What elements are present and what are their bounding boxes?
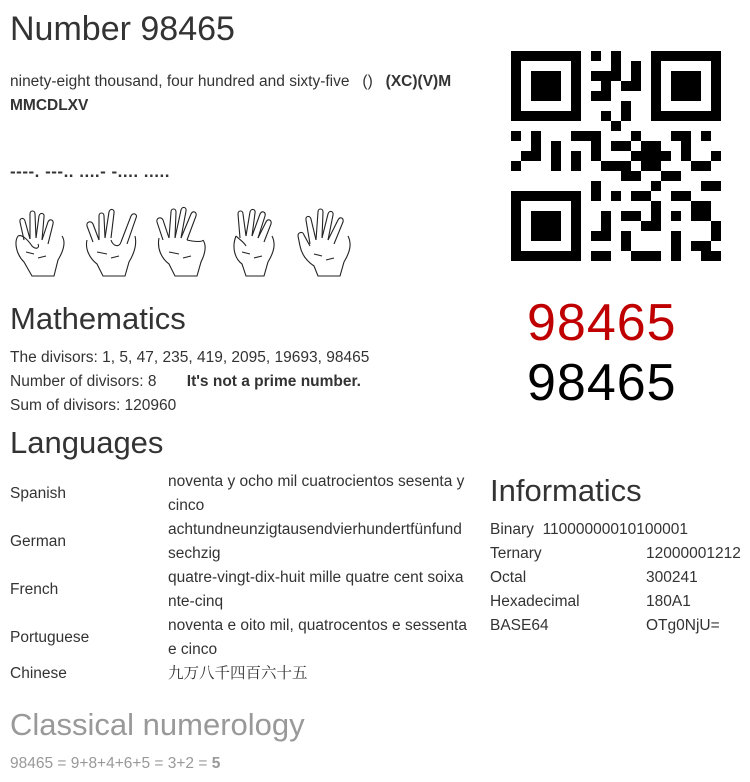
sign-language-row xyxy=(10,206,363,282)
language-row-chinese xyxy=(10,662,468,686)
page-title: Number 98465 xyxy=(10,10,235,48)
info-key: BASE64 xyxy=(490,617,549,634)
prime-note: It's not a prime number. xyxy=(186,373,361,390)
divisor-count-line xyxy=(10,370,480,394)
language-text: noventa e oito mil, quatrocentos e sessenta e cinco xyxy=(168,617,467,658)
info-value: 180A1 xyxy=(646,593,691,610)
hand-6-icon xyxy=(224,206,282,278)
language-name: Chinese xyxy=(10,665,67,682)
informatics-table xyxy=(490,518,741,638)
qr-code xyxy=(511,51,721,261)
language-row-spanish xyxy=(10,470,468,518)
language-text: quatre-vingt-dix-huit mille quatre cent soixante-cinq xyxy=(168,569,464,610)
language-text: achtundneunzigtausendvierhundertfünfundsechzig xyxy=(168,521,462,562)
languages-table xyxy=(10,470,468,686)
divisor-count: Number of divisors: 8 xyxy=(10,373,157,390)
language-name: German xyxy=(10,533,66,550)
number-words xyxy=(10,70,480,118)
numerology-formula-line xyxy=(10,755,220,773)
informatics-row-ternary xyxy=(490,542,741,566)
informatics-heading: Informatics xyxy=(490,473,642,508)
hand-4-icon xyxy=(153,206,211,278)
roman-numeral: (XC)(V)M MMCDLXV xyxy=(10,73,452,114)
language-name: Portuguese xyxy=(10,629,90,646)
number-display-black: 98465 xyxy=(527,354,677,412)
informatics-row-octal xyxy=(490,566,741,590)
mathematics-section xyxy=(10,346,480,418)
number-display-red: 98465 xyxy=(527,294,677,352)
language-name: French xyxy=(10,581,59,598)
info-value: 300241 xyxy=(646,569,698,586)
hand-8-icon xyxy=(81,206,139,278)
info-value: 12000001212 xyxy=(646,545,741,562)
info-key: Ternary xyxy=(490,545,542,562)
info-key: Binary xyxy=(490,521,534,538)
language-row-portuguese xyxy=(10,614,468,662)
numerology-formula: 98465 = 9+8+4+6+5 = 3+2 = xyxy=(10,755,212,772)
language-text: 九万八千四百六十五 xyxy=(168,665,308,682)
chinese-parens: () xyxy=(362,73,373,90)
language-row-french xyxy=(10,566,468,614)
hand-9-icon xyxy=(10,206,68,278)
mathematics-heading: Mathematics xyxy=(10,301,186,336)
language-row-german xyxy=(10,518,468,566)
info-key: Octal xyxy=(490,569,527,586)
languages-heading: Languages xyxy=(10,425,164,460)
binary-cell xyxy=(490,518,741,542)
informatics-row-binary xyxy=(490,518,741,542)
informatics-row-hexadecimal xyxy=(490,590,741,614)
language-text: noventa y ocho mil cuatrocientos sesenta y cinco xyxy=(168,473,465,514)
language-name: Spanish xyxy=(10,485,67,502)
numerology-result: 5 xyxy=(211,755,221,772)
divisor-sum: Sum of divisors: 120960 xyxy=(10,397,177,414)
english-words: ninety-eight thousand, four hundred and sixty-five xyxy=(10,73,350,90)
morse-code: ----. ---.. ....- -.... ..... xyxy=(10,162,170,181)
info-value: OTg0NjU= xyxy=(646,617,720,634)
info-value: 11000000010100001 xyxy=(542,521,688,538)
divisors-list: The divisors: 1, 5, 47, 235, 419, 2095, 19693, 98465 xyxy=(10,349,370,366)
info-key: Hexadecimal xyxy=(490,593,580,610)
informatics-row-base64 xyxy=(490,614,741,638)
hand-5-icon xyxy=(296,206,354,278)
numerology-heading: Classical numerology xyxy=(10,707,305,742)
